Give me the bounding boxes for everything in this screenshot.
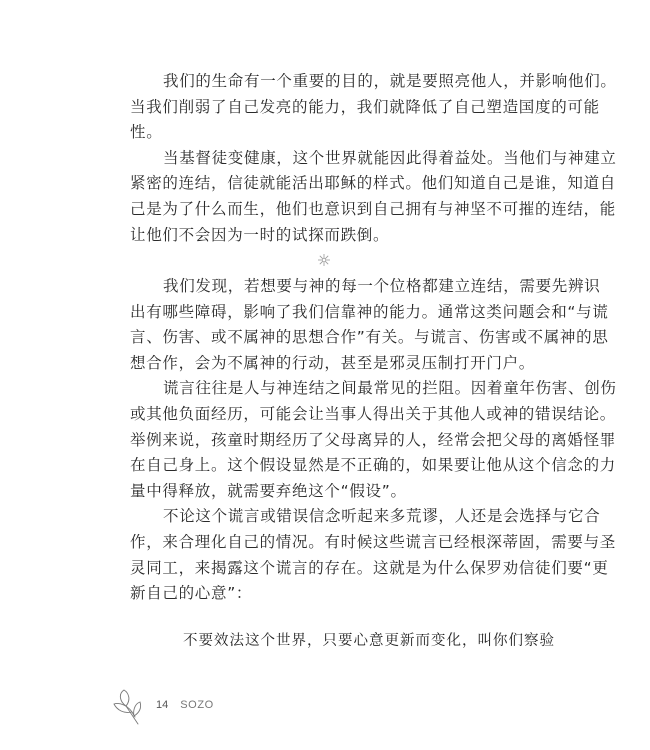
text-line: 出有哪些障碍，影响了我们信靠神的能力。通常这类问题会和“与谎 <box>130 302 609 321</box>
text-line: 作，来合理化自己的情况。有时候这些谎言已经根深蒂固，需要与圣 <box>130 532 617 551</box>
text-line: 言、伤害、或不属神的思想合作”有关。与谎言、伤害或不属神的思 <box>130 328 609 347</box>
text-line: 当我们削弱了自己发亮的能力，我们就降低了自己塑造国度的可能 <box>130 97 600 116</box>
text-line: 让他们不会因为一时的试探而跌倒。 <box>130 225 390 244</box>
section-1 <box>130 69 617 248</box>
text-line: 量中得释放，就需要弃绝这个“假设”。 <box>130 481 407 500</box>
text-line: 灵同工，来揭露这个谎言的存在。这就是为什么保罗劝信徒们要“更 <box>130 558 609 577</box>
leaf-sprig-icon <box>104 684 154 726</box>
text-line: 己是为了什么而生，他们也意识到自己拥有与神坚不可摧的连结，能 <box>130 199 617 218</box>
text-line: 举例来说，孩童时期经历了父母离异的人，经常会把父母的离婚怪罪 <box>130 430 617 449</box>
text-line: 性。 <box>130 123 163 142</box>
section-2 <box>130 274 617 607</box>
asterisk-ornament-icon <box>317 253 331 267</box>
text-line: 我们的生命有一个重要的目的，就是要照亮他人，并影响他们。 <box>163 72 617 90</box>
text-line: 或其他负面经历，可能会让当事人得出关于其他人或神的错误结论。 <box>130 404 617 423</box>
page-footer <box>110 685 214 725</box>
text-line: 新自己的心意”： <box>130 584 253 603</box>
text-line: 我们发现，若想要与神的每一个位格都建立连结，需要先辨识 <box>163 277 601 295</box>
text-line: 当基督徒变健康，这个世界就能因此得着益处。当他们与神建立 <box>163 148 617 167</box>
text-line: 在自己身上。这个假设显然是不正确的，如果要让他从这个信念的力 <box>130 456 617 475</box>
text-line: 不论这个谎言或错误信念听起来多荒谬，人还是会选择与它合 <box>163 507 601 526</box>
running-footer-title: SOZO <box>180 699 214 711</box>
page-number: 14 <box>156 699 169 711</box>
text-line: 谎言往往是人与神连结之间最常见的拦阻。因着童年伤害、创伤 <box>163 379 617 398</box>
scripture-quote: 不要效法这个世界，只要心意更新而变化，叫你们察验 <box>183 633 555 649</box>
text-line: 想合作，会为不属神的行动，甚至是邪灵压制打开门户。 <box>130 353 536 372</box>
text-line: 紧密的连结，信徒就能活出耶稣的样式。他们知道自己是谁，知道自 <box>130 174 617 193</box>
